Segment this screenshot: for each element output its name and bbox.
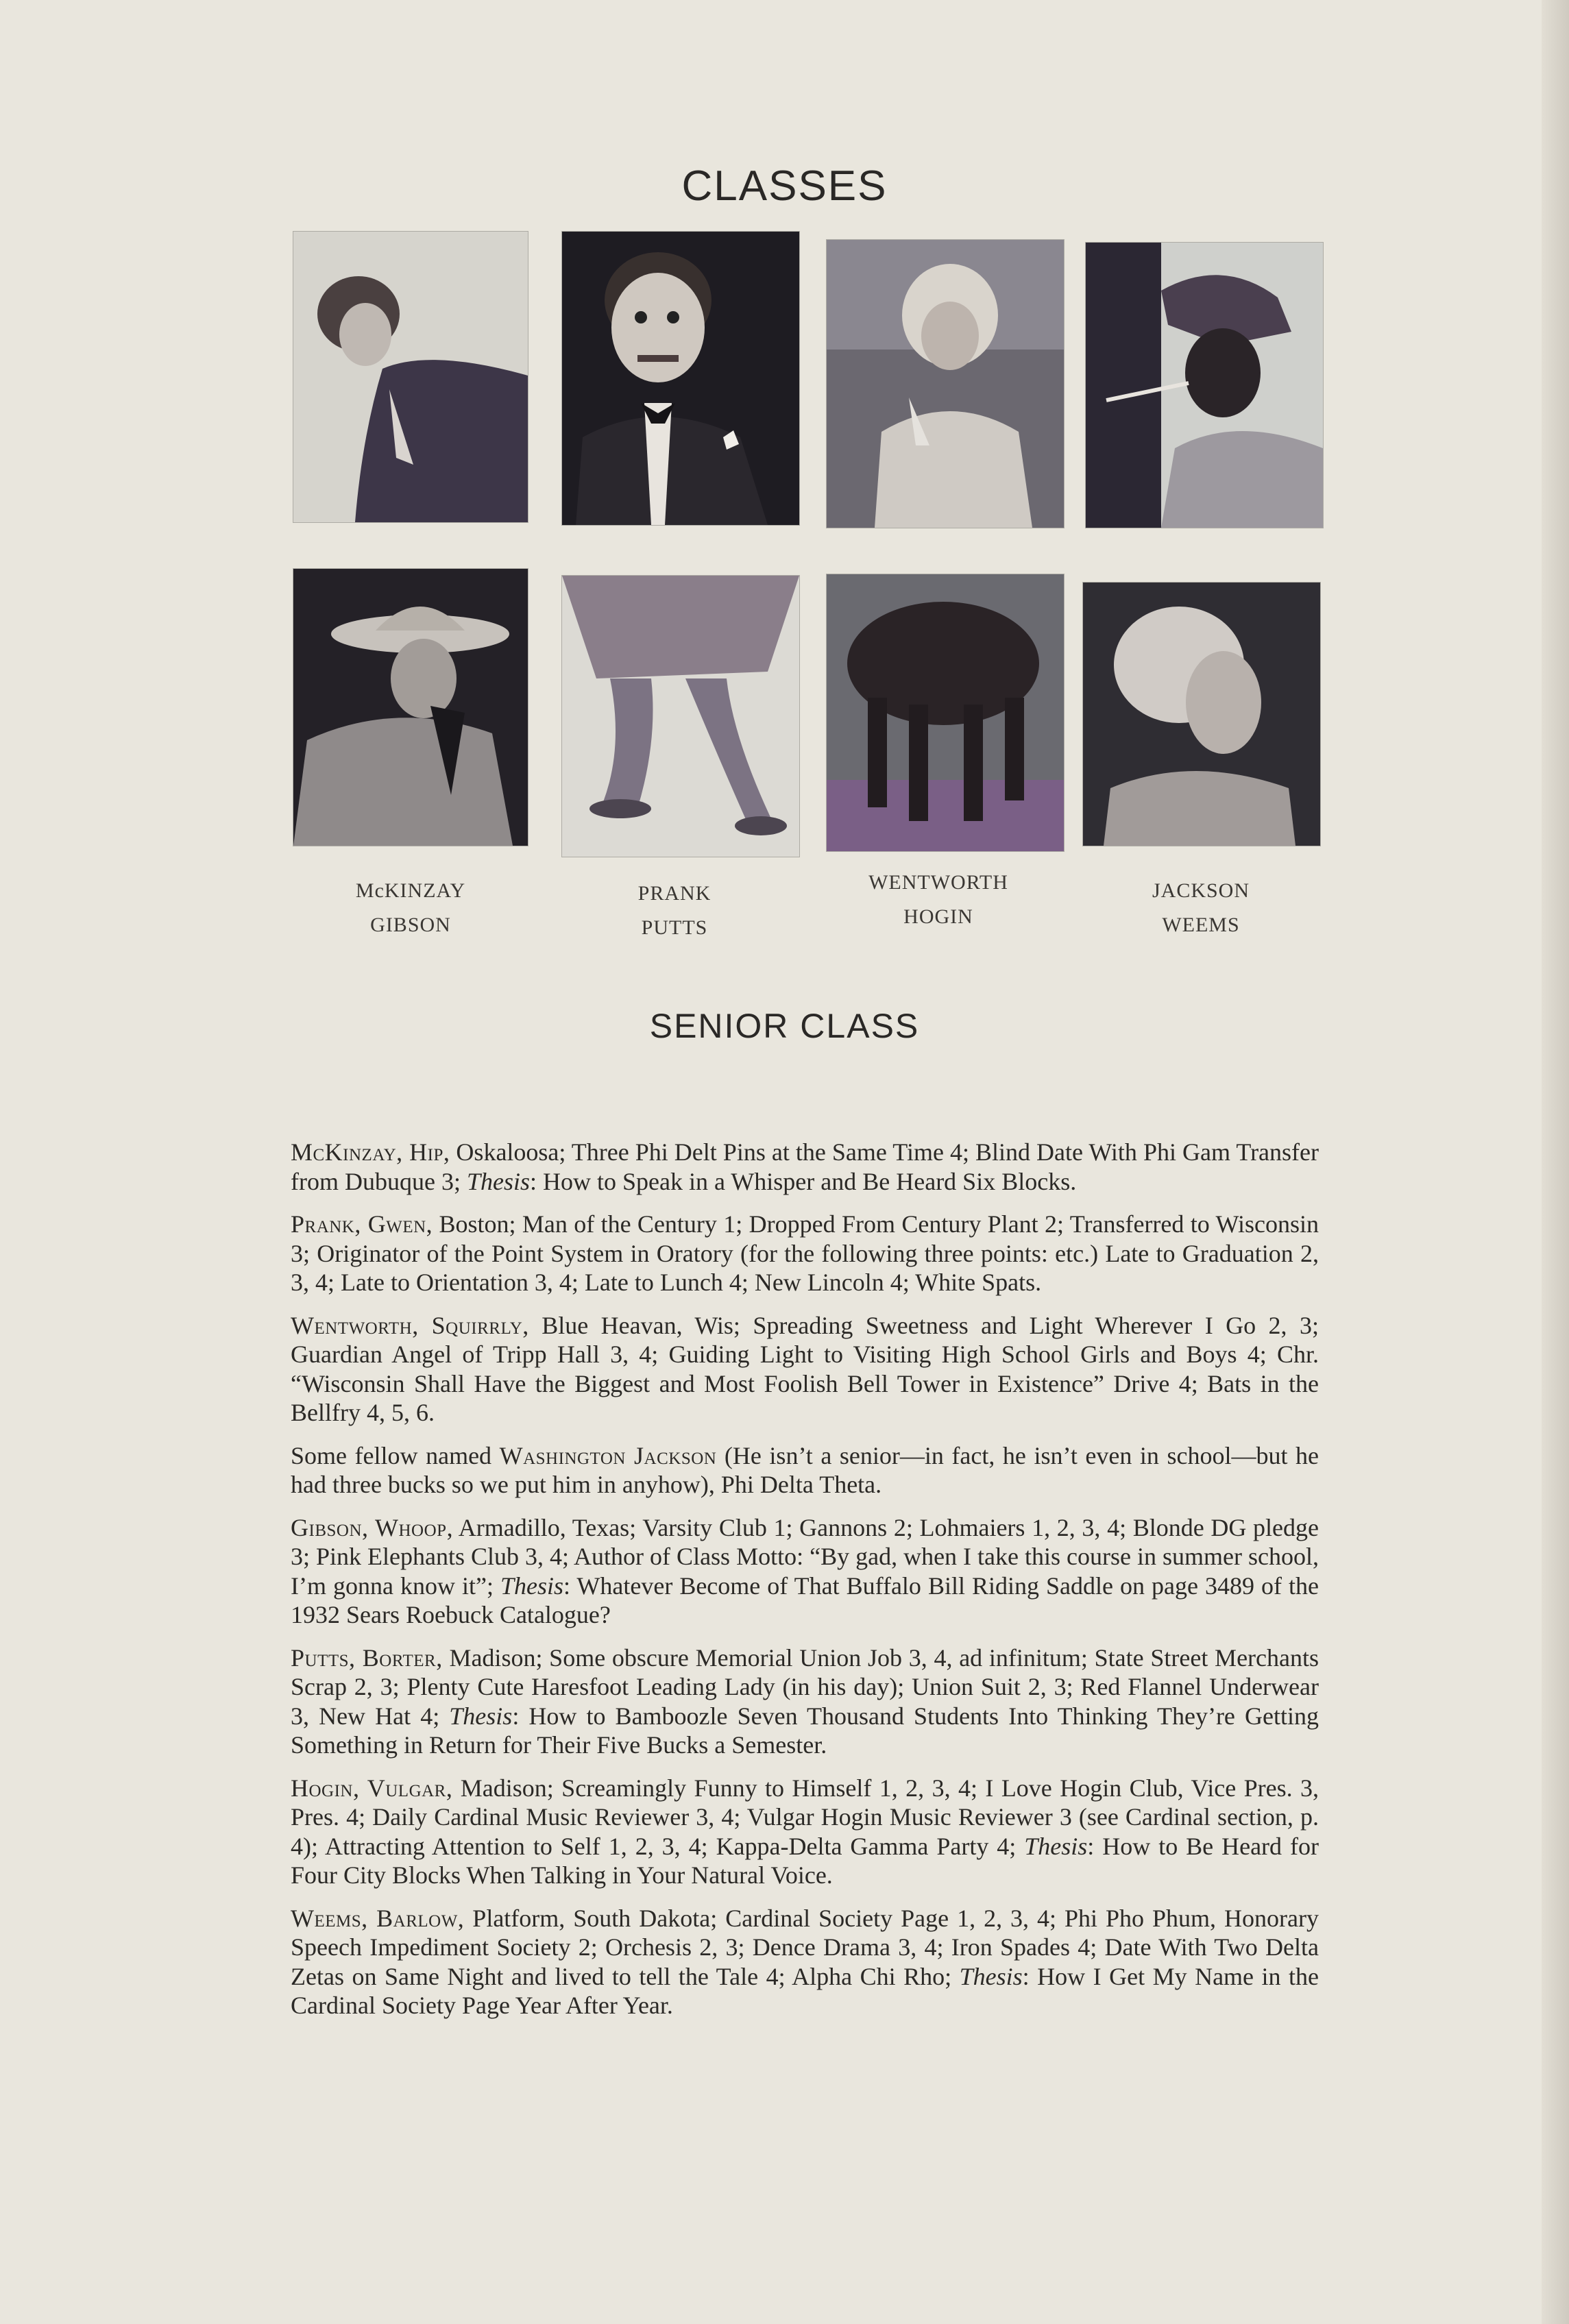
ventriloquist-dummy-photo (562, 232, 799, 525)
entry-weems: Weems, Barlow, Platform, South Dakota; Cardinal Society Page 1, 2, 3, 4; Phi Pho Phum, Honorary Speech Impediment Society 2; Orchesis 2, 3; Dence Drama 3, 4; Iron Spades 4; Date With Two Delta Zetas on Same Night and lived to tell the Tale 4; Alpha Chi Rho; Thesis: How I Get My Name in the Cardinal Society Page Year After Year. (291, 1904, 1319, 2019)
entry-gibson: Gibson, Whoop, Armadillo, Texas; Varsity Club 1; Gannons 2; Lohmaiers 1, 2, 3, 4; Blonde DG pledge 3; Pink Elephants Club 3, 4; Author of Class Motto: “By gad, when I take this course in summer school, I’m gonna know it”; Thesis: Whatever Become of That Buffalo Bill Riding Saddle on page 3489 of the 1932 Sears Roebuck Catalogue? (291, 1513, 1319, 1628)
entry-wentworth: Wentworth, Squirrly, Blue Heavan, Wis; Spreading Sweetness and Light Wherever I Go 2, 3; Guardian Angel of Tripp Hall 3, 4; Guiding Light to Visiting High School Girls and Boys 4; Chr. “Wisconsin Shall Have the Biggest and Most Foolish Bell Tower in Existence” Drive 4; Bats in the Bellfry 4, 5, 6. (291, 1311, 1319, 1426)
girl-in-bonnet-photo (827, 240, 1064, 528)
entry-jackson: Some fellow named Washington Jackson (He isn’t a senior—in fact, he isn’t even in school—but he had three bucks so we put him in anyhow), Phi Delta Theta. (291, 1441, 1319, 1498)
cowboy-photo (293, 569, 528, 846)
caption-column-1 (294, 874, 527, 942)
caption-line2: GIBSON (370, 914, 451, 936)
entry-putts: Putts, Borter, Madison; Some obscure Memorial Union Job 3, 4, ad infinitum; State Street Merchants Scrap 2, 3; Plenty Cute Haresfoot Leading Lady (in his day); Union Suit 2, 3; Red Flannel Underwear 3, New Hat 4; Thesis: How to Bamboozle Seven Thousand Students Into Thinking They’re Getting Something in Return for Their Five Bucks a Semester. (291, 1643, 1319, 1759)
caption-line2: HOGIN (903, 905, 973, 928)
dancing-legs-photo (562, 576, 799, 857)
entry-hogin: Hogin, Vulgar, Madison; Screamingly Funny to Himself 1, 2, 3, 4; I Love Hogin Club, Vice Pres. 3, Pres. 4; Daily Cardinal Music Reviewer 3, 4; Vulgar Hogin Music Reviewer 3 (see Cardinal section, p. 4); Attracting Attention to Self 1, 2, 3, 4; Kappa-Delta Gamma Party 4; Thesis: How to Be Heard for Four City Blocks When Talking in Your Natural Voice. (291, 1774, 1319, 1889)
woman-portrait-photo (293, 232, 528, 522)
caption-column-3 (822, 866, 1055, 934)
caption-line2: PUTTS (641, 916, 708, 939)
classes-heading: CLASSES (681, 162, 888, 210)
caption-line1: PRANK (637, 882, 711, 905)
caption-column-2 (558, 877, 791, 945)
caption-line2: WEEMS (1162, 914, 1240, 936)
senior-class-heading: SENIOR CLASS (649, 1007, 920, 1045)
man-with-hat-cigarette-photo (1086, 243, 1323, 528)
horse-photo (827, 574, 1064, 851)
caption-line1: McKINZAY (355, 879, 466, 902)
page-edge (1542, 0, 1569, 2324)
profile-portrait-photo (1083, 583, 1320, 846)
entry-mckinzay: McKinzay, Hip, Oskaloosa; Three Phi Delt Pins at the Same Time 4; Blind Date With Phi Gam Transfer from Dubuque 3; Thesis: How to Speak in a Whisper and Be Heard Six Blocks. (291, 1138, 1319, 1195)
senior-entries (291, 1138, 1319, 2034)
caption-column-4 (1084, 874, 1317, 942)
caption-line1: WENTWORTH (868, 871, 1008, 894)
entry-prank: Prank, Gwen, Boston; Man of the Century 1; Dropped From Century Plant 2; Transferred to Wisconsin 3; Originator of the Point System in Oratory (for the following three points: etc.) Late to Graduation 2, 3, 4; Late to Orientation 3, 4; Late to Lunch 4; New Lincoln 4; White Spats. (291, 1210, 1319, 1296)
caption-line1: JACKSON (1152, 879, 1250, 902)
